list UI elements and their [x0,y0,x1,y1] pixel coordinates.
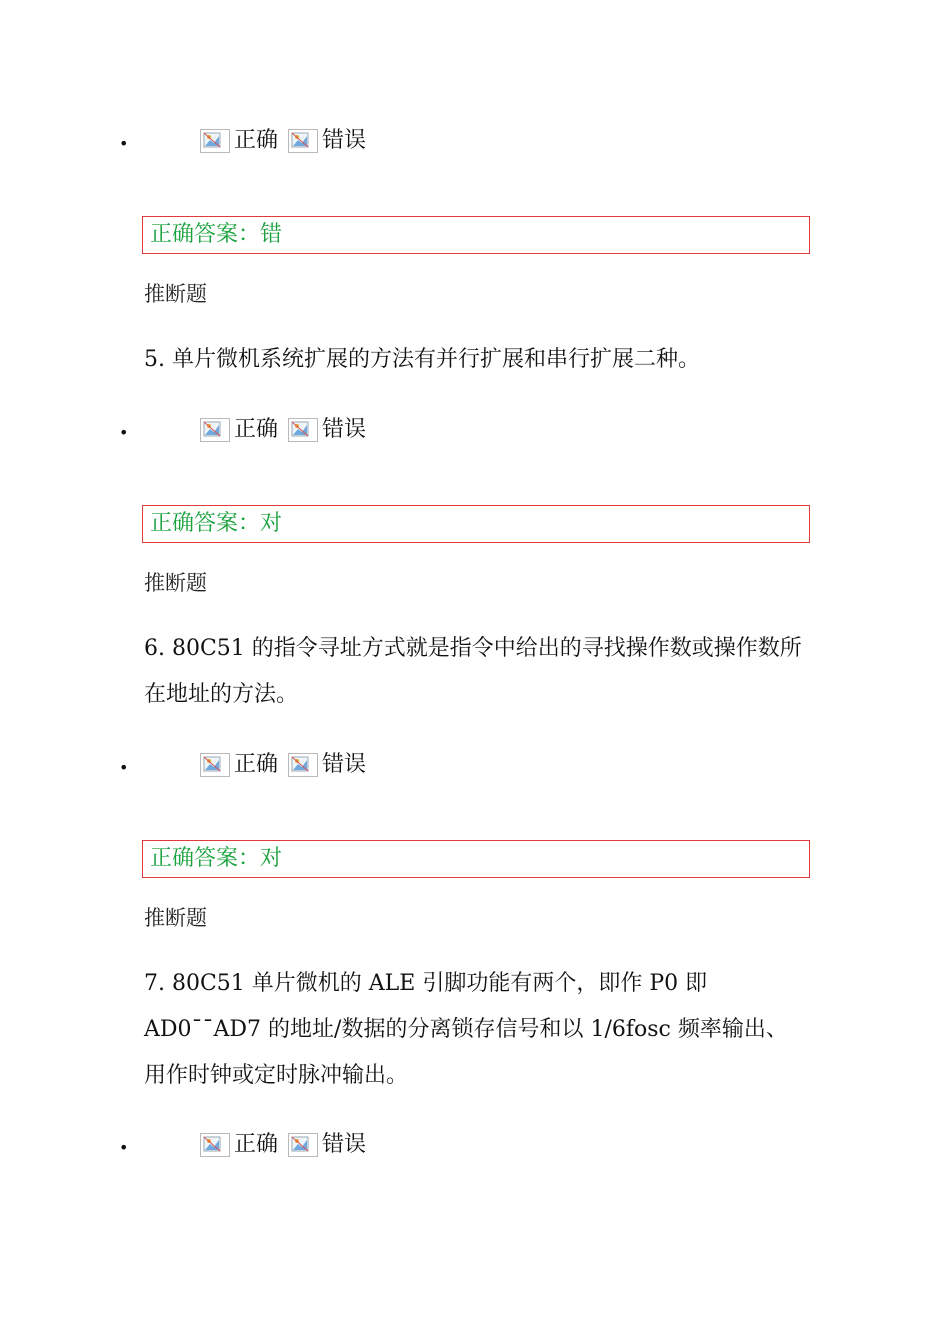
broken-image-icon [200,129,230,153]
list-bullet: • [119,1138,129,1157]
option-row [200,413,376,447]
option-correct-label: 正确 [234,417,279,442]
question-type: 推断题 [144,282,207,306]
broken-image-icon [288,129,318,153]
option-correct[interactable] [200,751,278,779]
option-correct[interactable] [200,416,278,444]
option-wrong[interactable] [288,127,366,155]
question-text: 6. 80C51 的指令寻址方式就是指令中给出的寻找操作数或操作数所在地址的方法。 [144,636,802,707]
option-correct[interactable] [200,127,278,155]
answer-box [142,840,810,878]
question-text: 7. 80C51 单片微机的 ALE 引脚功能有两个，即作 P0 即 AD0¯¯AD7 的地址/数据的分离锁存信号和以 1/6fosc 频率输出、 用作时钟或定时脉冲输出。 [144,971,788,1088]
broken-image-icon [288,418,318,442]
list-bullet: • [119,758,129,777]
option-wrong[interactable] [288,416,366,444]
broken-image-icon [288,1133,318,1157]
correct-answer-text: 正确答案：对 [150,511,283,536]
option-wrong[interactable] [288,1131,366,1159]
broken-image-icon [200,1133,230,1157]
broken-image-icon [200,418,230,442]
option-wrong-label: 错误 [322,417,367,442]
option-row [200,748,376,782]
option-row [200,124,376,158]
question-text: 5. 单片微机系统扩展的方法有并行扩展和串行扩展二种。 [144,347,700,372]
option-wrong-label: 错误 [322,128,367,153]
correct-answer-text: 正确答案：对 [150,846,283,871]
answer-box [142,505,810,543]
answer-box [142,216,810,254]
option-correct-label: 正确 [234,128,279,153]
question-type: 推断题 [144,571,207,595]
question-type: 推断题 [144,906,207,930]
option-wrong-label: 错误 [322,1132,367,1157]
option-row [200,1128,376,1162]
list-bullet: • [119,134,129,153]
option-wrong[interactable] [288,751,366,779]
option-correct[interactable] [200,1131,278,1159]
option-wrong-label: 错误 [322,752,367,777]
broken-image-icon [200,753,230,777]
broken-image-icon [288,753,318,777]
option-correct-label: 正确 [234,752,279,777]
option-correct-label: 正确 [234,1132,279,1157]
correct-answer-text: 正确答案：错 [150,222,283,247]
list-bullet: • [119,423,129,442]
